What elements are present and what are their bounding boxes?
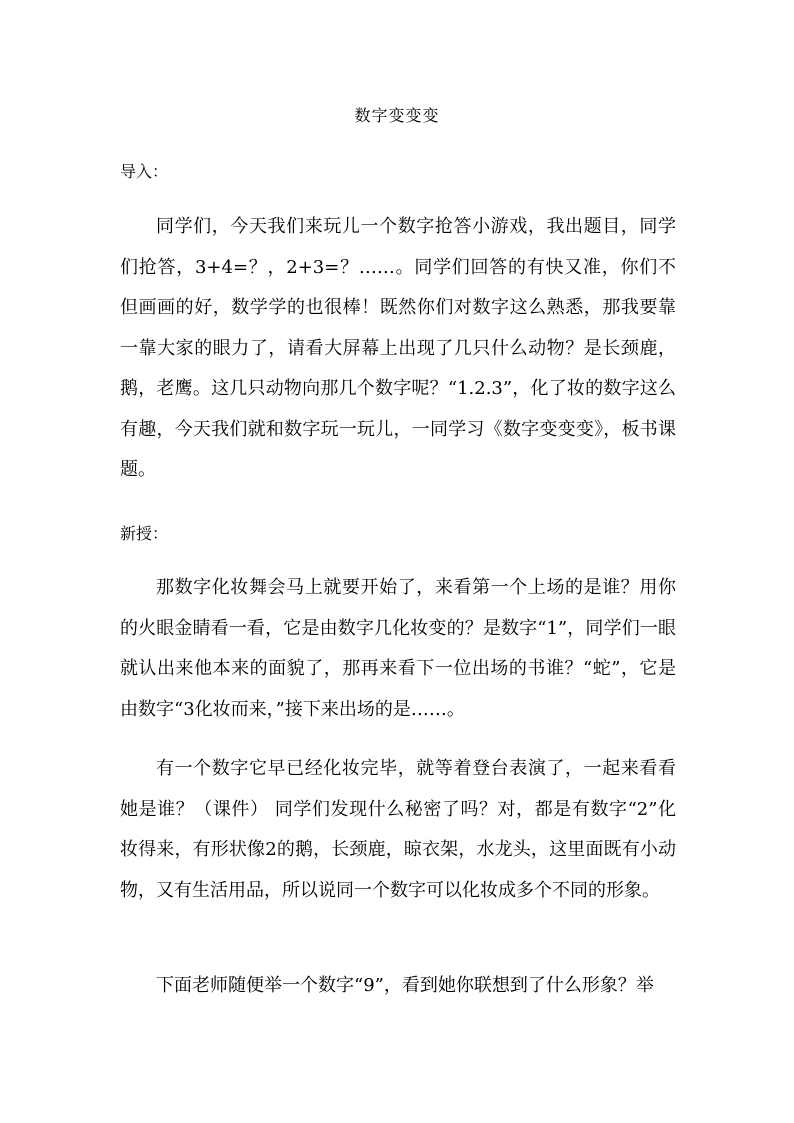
new-lesson-paragraph-3: 下面老师随便举一个数字“9”，看到她你联想到了什么形象？举 bbox=[156, 975, 654, 996]
section-heading-new-lesson: 新授： bbox=[120, 524, 169, 543]
section-heading-intro: 导入： bbox=[120, 162, 169, 181]
new-lesson-paragraph-1: 那数字化妆舞会马上就要开始了，来看第一个上场的是谁？用你的火眼金睛看一看，它是由数字几化妆变的？是数字“1”，同学们一眼就认出来他本来的面貌了，那再来看下一位出场的书谁？“蛇”，它是由数字“3化妆而来，”接下来出场的是……。 bbox=[120, 577, 676, 720]
new-lesson-paragraph-2: 有一个数字它早已经化妆完毕，就等着登台表演了，一起来看看她是谁？（课件） 同学们发现什么秘密了吗？对，都是有数字“2”化妆得来，有形状像2的鹅，长颈鹿，晾衣架，水龙头，这里面既有小动物，又有生活用品，所以说同一个数字可以化妆成多个不同的形象。 bbox=[120, 758, 676, 901]
document-title: 数字变变变 bbox=[354, 106, 440, 125]
intro-paragraph: 同学们，今天我们来玩儿一个数字抢答小游戏，我出题目，同学们抢答，3+4=？，2+3=？……。同学们回答的有快又准，你们不但画画的好，数学学的也很棒！既然你们对数字这么熟悉，那我要靠一靠大家的眼力了，请看大屏幕上出现了几只什么动物？是长颈鹿，鹅，老鹰。这几只动物向那几个数字呢？“1.2.3”，化了妆的数字这么有趣，今天我们就和数字玩一玩儿，一同学习《数字变变变》，板书课题。 bbox=[120, 216, 676, 480]
